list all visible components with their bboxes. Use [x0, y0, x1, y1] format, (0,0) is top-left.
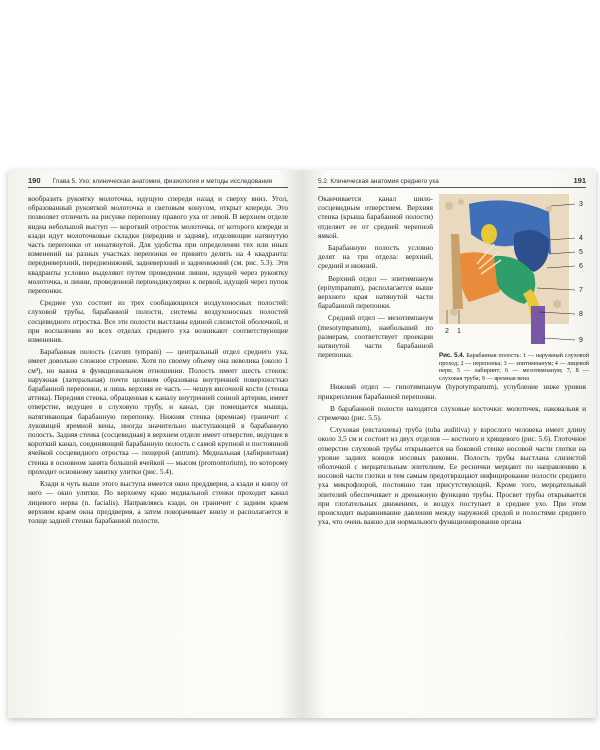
jugular-vein-shape: [531, 306, 545, 344]
narrow-paragraph-3: Верхний отдел — эпитимпанум (epitympanum), располагается выше верхнего края натянутой части барабанной перепонки.: [318, 273, 433, 311]
narrow-paragraph-2: Барабанную полость условно делят на три отдела: верхний, средний и нижний.: [318, 243, 433, 271]
figure-label-7: 7: [579, 287, 583, 294]
right-running-title: 5.2. Клиническая анатомия среднего уха: [318, 178, 439, 185]
left-paragraph-1: вообразить рукоятку молоточка, идущую спереди назад и сверху вниз. Угол, образованный рукояткой молоточка и световым конусом, открыт кпереди. Это позволяет отличить на рисунке перепонку правого уха от левой. В верхнем отделе видна небольшой выступ — короткий отросток молоточка, от которого кпереди и кзади идут молоточковые складки (передняя и задняя), отделяющие натянутую часть перепонки от ненатянутой. Для удобства при определении тех или иных изменений на разных участках перепонки ее принято делить на 4 квадранта: передневерхний, передненижний, задневерхний и задненижний (см. рис. 5.3). Эти квадранты условно выделяют путем проведения линии, идущей через рукоятку молоточка, и линии, проведенной перпендикулярно к первой, идущей через пупок перепонки.: [28, 194, 288, 296]
left-page-number: 190: [28, 176, 41, 185]
right-top-block: [318, 194, 590, 382]
narrow-text-column: [318, 194, 433, 382]
figure-label-6: 6: [579, 263, 583, 270]
figure-label-9: 9: [579, 337, 583, 344]
right-paragraph-1: Нижний отдел — гипотимпанум (hypotympanum), углубление ниже уровня прикрепления барабанной перепонки.: [318, 382, 586, 401]
figure-label-2: 2: [445, 328, 449, 335]
book-spread: [8, 170, 596, 718]
left-paragraph-2: Среднее ухо состоит из трех сообщающихся воздухоносных полостей: слуховой трубы, барабанной полости, системы воздухоносных полостей сосцевидного отростка. Все эти полости выстланы единой слизистой оболочкой, и при воспалении во всех отделах среднего уха возникают соответствующие изменения.: [28, 298, 288, 345]
tympanic-cavity-illustration: [439, 194, 589, 344]
figure-caption-lead: Рис. 5.4.: [439, 352, 465, 359]
figure-label-5: 5: [579, 249, 583, 256]
figure-5-4: [439, 194, 589, 382]
figure-caption-text: Барабанная полость: 1 — наружный слуховой проход; 2 — перепонка; 3 — эпитимпанум; 4 — лицевой нерв; 5 — лабиринт; 6 — мезотимпанум; 7, 8 — слуховая труба; 9 — яремная вена: [439, 352, 590, 382]
figure-label-4: 4: [579, 235, 583, 242]
narrow-paragraph-4: Средний отдел — мезотимпанум (mesotympanum), наибольший по размерам, соответствует проекции натянутой части барабанной перепонки.: [318, 313, 433, 360]
right-running-head: [318, 176, 586, 188]
right-page: [306, 170, 596, 718]
left-running-head: [28, 176, 288, 188]
figure-caption: [439, 352, 589, 382]
figure-label-3: 3: [579, 201, 583, 208]
left-page: [8, 170, 298, 718]
left-paragraph-3: Барабанная полость (cavum tympani) — центральный отдел среднего уха, имеет довольно сложное строение. Хотя по своему объему она невелика (около 1 см³), но важна в функциональном отношении. Полость имеет шесть стенок: наружная (латеральная) почти целиком образована внутренней поверхностью барабанной перепонки, и лишь верхняя ее часть — чешуя височной кости (стенка аттика). Передняя стенка, обращенная к каналу внутренней сонной артерии, имеет отверстие, ведущее в слуховую трубу, и канал, где помещается мышца, натягивающая барабанную перепонку. Нижняя стенка (яремная) граничит с луковицей яремной вены, иногда значительно выступающей в барабанную полость. Задняя стенка (сосцевидная) в верхнем отделе имеет отверстие, ведущее в короткий канал, соединяющий барабанную полость с самой крупной и постоянной ячейкой сосцевидного отростка — пещерой (antrum). Медиальная (лабиринтная) стенка в основном занята большой ячейкой — мысом (promontorium), по которому проходит основному завитку улитки (рис. 5.4).: [28, 347, 288, 476]
left-running-title: Глава 5. Ухо: клиническая анатомия, физиология и методы исследования: [52, 178, 273, 185]
narrow-paragraph-1: Оканчивается канал шило-сосцевидным отверстием. Верхняя стенка (крыша барабанной полости) отделяет ее от средней черепной ямкой.: [318, 194, 433, 240]
left-paragraph-4: Кзади и чуть выше этого выступа имеется окно преддверия, а кзади и книзу от него — окно улитки. По верхнему краю медиальной стенки проходит канал лицевого нерва (n. facialis). Направляясь кзади, он граничит с задним краем верхним краем окна преддверия, а затем поворачивает книзу и располагается в толще задней стенки барабанной полости.: [28, 479, 288, 525]
right-paragraph-3: Слуховая (евстахиева) труба (tuba auditiva) у взрослого человека имеет длину около 3,5 см и состоит из двух отделов — костного и хрящевого (рис. 5.6). Глоточное отверстие слуховой трубы открывается на боковой стенке носовой части глотки на уровне задних концов носовых раковин. Полость трубы выстлана слизистой оболочкой с мерцательным эпителием. Ее реснички мерцают по направлению к носовой части глотки и тем самым предотвращают инфицирование полости среднего уха микрофлорой, постоянно там присутствующей. Кроме того, мерцательный эпителий обеспечивает и дренажную функцию трубы. Просвет трубы открывается при глотательных движениях, и воздух поступает в среднее ухо. При этом происходит выравнивание давления между наружной средой и полостями среднего уха, что очень важно для нормального функционирования органа: [318, 425, 586, 527]
right-paragraph-2: В барабанной полости находятся слуховые косточки: молоточек, наковальня и стремечко (рис. 5.5).: [318, 403, 586, 422]
figure-label-1: 1: [457, 328, 461, 335]
right-page-number: 191: [573, 176, 586, 185]
figure-label-8: 8: [579, 311, 583, 318]
